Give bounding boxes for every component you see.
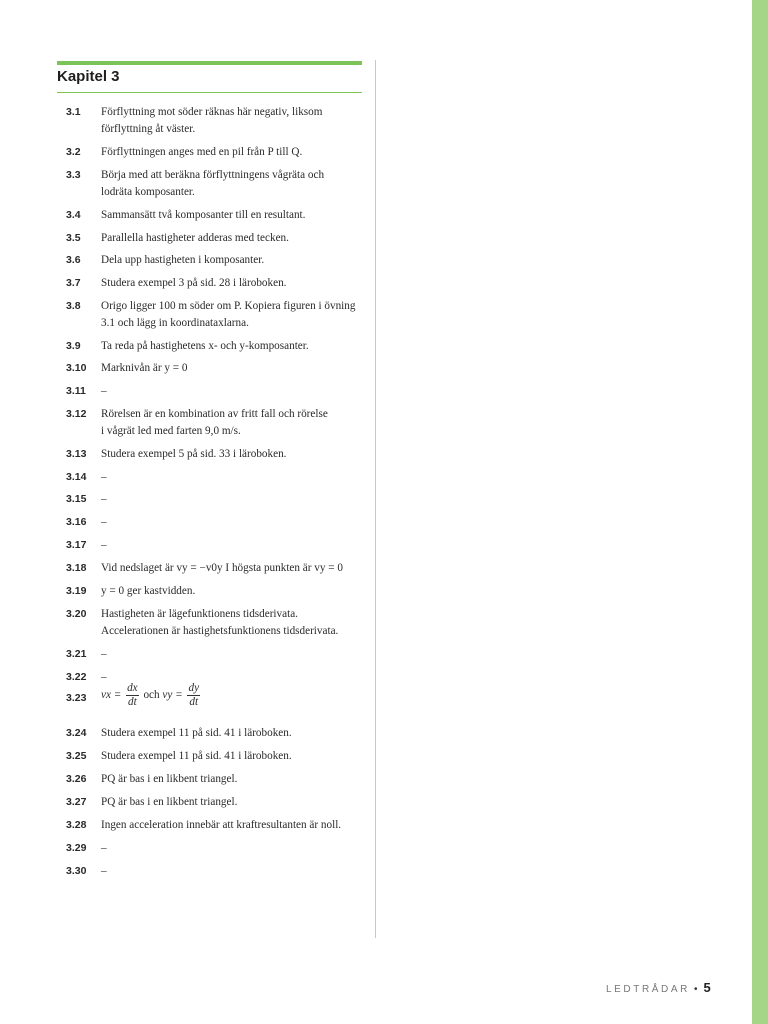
hint-text xyxy=(101,606,366,640)
hint-number: 3.21 xyxy=(66,648,87,660)
hint-number: 3.1 xyxy=(66,106,81,118)
hint-text xyxy=(101,646,366,663)
hint-text xyxy=(101,748,366,765)
hint-text-line: förflyttning åt väster. xyxy=(101,123,196,135)
hint-number: 3.24 xyxy=(66,727,87,739)
hint-text-line: – xyxy=(101,516,107,528)
hint-text xyxy=(101,338,366,355)
side-accent-bar xyxy=(752,0,768,1024)
hint-number: 3.4 xyxy=(66,209,81,221)
hint-number: 3.27 xyxy=(66,796,87,808)
hint-text-line: – xyxy=(101,539,107,551)
hint-text xyxy=(101,298,366,332)
hint-number: 3.17 xyxy=(66,539,87,551)
hint-text-line: Marknivån är y = 0 xyxy=(101,362,188,374)
formula-conjunction: och xyxy=(140,689,163,702)
hint-number: 3.28 xyxy=(66,819,87,831)
hint-text-line: Förflyttningen anges med en pil från P till Q. xyxy=(101,146,303,158)
hint-text-line: Ta reda på hastighetens x- och y-komposanter. xyxy=(101,340,309,352)
hint-text-line: PQ är bas i en likbent triangel. xyxy=(101,796,238,808)
hint-text xyxy=(101,491,366,508)
hint-number: 3.20 xyxy=(66,608,87,620)
page-number: 5 xyxy=(703,980,711,995)
hint-text xyxy=(101,817,366,834)
chapter-top-rule xyxy=(57,61,362,65)
fraction-numerator: dx xyxy=(127,682,138,694)
fraction-denominator: dt xyxy=(189,696,199,708)
chapter-title-rule xyxy=(57,92,362,93)
hint-text xyxy=(101,207,366,224)
hint-number: 3.11 xyxy=(66,385,86,397)
chapter-title: Kapitel 3 xyxy=(57,68,120,85)
hint-number: 3.10 xyxy=(66,362,87,374)
hint-number: 3.5 xyxy=(66,232,81,244)
hint-text-line: Dela upp hastigheten i komposanter. xyxy=(101,254,265,266)
hint-number: 3.7 xyxy=(66,277,81,289)
hint-text xyxy=(101,560,366,577)
hint-number: 3.6 xyxy=(66,254,81,266)
hint-text-line: – xyxy=(101,671,107,683)
hint-number: 3.8 xyxy=(66,300,81,312)
hint-text-line: lodräta komposanter. xyxy=(101,186,195,198)
fraction-dy-dt xyxy=(187,682,200,709)
hint-text-line: 3.1 och lägg in koordinataxlarna. xyxy=(101,317,249,329)
hint-text xyxy=(101,360,366,377)
hint-text xyxy=(101,725,366,742)
hint-text xyxy=(101,537,366,554)
hint-text-line: Parallella hastigheter adderas med tecken. xyxy=(101,232,289,244)
hint-number: 3.9 xyxy=(66,340,81,352)
hint-text xyxy=(101,144,366,161)
hint-text xyxy=(101,406,366,440)
formula-line xyxy=(101,682,366,709)
hint-number: 3.15 xyxy=(66,493,87,505)
hint-number: 3.12 xyxy=(66,408,87,420)
hint-text-line: Origo ligger 100 m söder om P. Kopiera figuren i övning xyxy=(101,300,356,312)
page-footer xyxy=(606,980,711,995)
hint-text xyxy=(101,863,366,880)
hint-number: 3.3 xyxy=(66,169,81,181)
fraction-dx-dt xyxy=(126,682,139,709)
hint-text-line: – xyxy=(101,842,107,854)
hint-number: 3.22 xyxy=(66,671,87,683)
hint-number: 3.2 xyxy=(66,146,81,158)
fraction-numerator: dy xyxy=(188,682,200,694)
hint-text-line: Studera exempel 11 på sid. 41 i läroboken. xyxy=(101,750,292,762)
hint-text xyxy=(101,383,366,400)
hint-text-line: Börja med att beräkna förflyttningens vågräta och xyxy=(101,169,325,181)
hint-text-line: – xyxy=(101,471,107,483)
hint-number: 3.29 xyxy=(66,842,87,854)
hint-text-line: Hastigheten är lägefunktionens tidsderivata. xyxy=(101,608,298,620)
hint-text-line: – xyxy=(101,385,107,397)
hint-number: 3.19 xyxy=(66,585,87,597)
hint-text xyxy=(101,794,366,811)
hint-text-line: Ingen acceleration innebär att kraftresultanten är noll. xyxy=(101,819,342,831)
hint-text xyxy=(101,682,366,709)
hint-text-line: Studera exempel 11 på sid. 41 i läroboken. xyxy=(101,727,292,739)
hint-number: 3.26 xyxy=(66,773,87,785)
hint-text-line: Förflyttning mot söder räknas här negativ, liksom xyxy=(101,106,323,118)
hint-text-line: – xyxy=(101,493,107,505)
hint-text xyxy=(101,275,366,292)
hint-text xyxy=(101,230,366,247)
footer-label: LEDTRÅDAR xyxy=(606,984,690,995)
column-divider xyxy=(375,60,376,938)
hint-number: 3.25 xyxy=(66,750,87,762)
hint-text-line: y = 0 ger kastvidden. xyxy=(101,585,196,597)
hint-text-line: i vågrät led med farten 9,0 m/s. xyxy=(101,425,241,437)
formula-lhs: vy = xyxy=(162,689,186,702)
hint-number: 3.14 xyxy=(66,471,87,483)
hint-text-line: Sammansätt två komposanter till en resultant. xyxy=(101,209,306,221)
hint-text xyxy=(101,446,366,463)
hint-text-line: PQ är bas i en likbent triangel. xyxy=(101,773,238,785)
hint-text-line: – xyxy=(101,865,107,877)
hint-number: 3.18 xyxy=(66,562,87,574)
hint-number: 3.13 xyxy=(66,448,87,460)
hint-text-line: Rörelsen är en kombination av fritt fall och rörelse xyxy=(101,408,328,420)
footer-separator: • xyxy=(693,984,698,995)
hint-number: 3.23 xyxy=(66,692,87,704)
hint-number: 3.16 xyxy=(66,516,87,528)
hint-text xyxy=(101,252,366,269)
hint-text-line: Vid nedslaget är vy = −v0y I högsta punkten är vy = 0 xyxy=(101,562,343,574)
hint-text xyxy=(101,771,366,788)
hint-text xyxy=(101,514,366,531)
hint-text xyxy=(101,104,366,138)
fraction-denominator: dt xyxy=(128,696,137,708)
hint-text-line: Studera exempel 3 på sid. 28 i läroboken. xyxy=(101,277,287,289)
formula-lhs: vx = xyxy=(101,689,125,702)
hint-text-line: Accelerationen är hastighetsfunktionens tidsderivata. xyxy=(101,625,339,637)
hint-text-line: Studera exempel 5 på sid. 33 i läroboken. xyxy=(101,448,287,460)
hint-text xyxy=(101,167,366,201)
hint-text xyxy=(101,583,366,600)
hint-text xyxy=(101,840,366,857)
hint-text-line: – xyxy=(101,648,107,660)
hint-text xyxy=(101,469,366,486)
hint-number: 3.30 xyxy=(66,865,87,877)
